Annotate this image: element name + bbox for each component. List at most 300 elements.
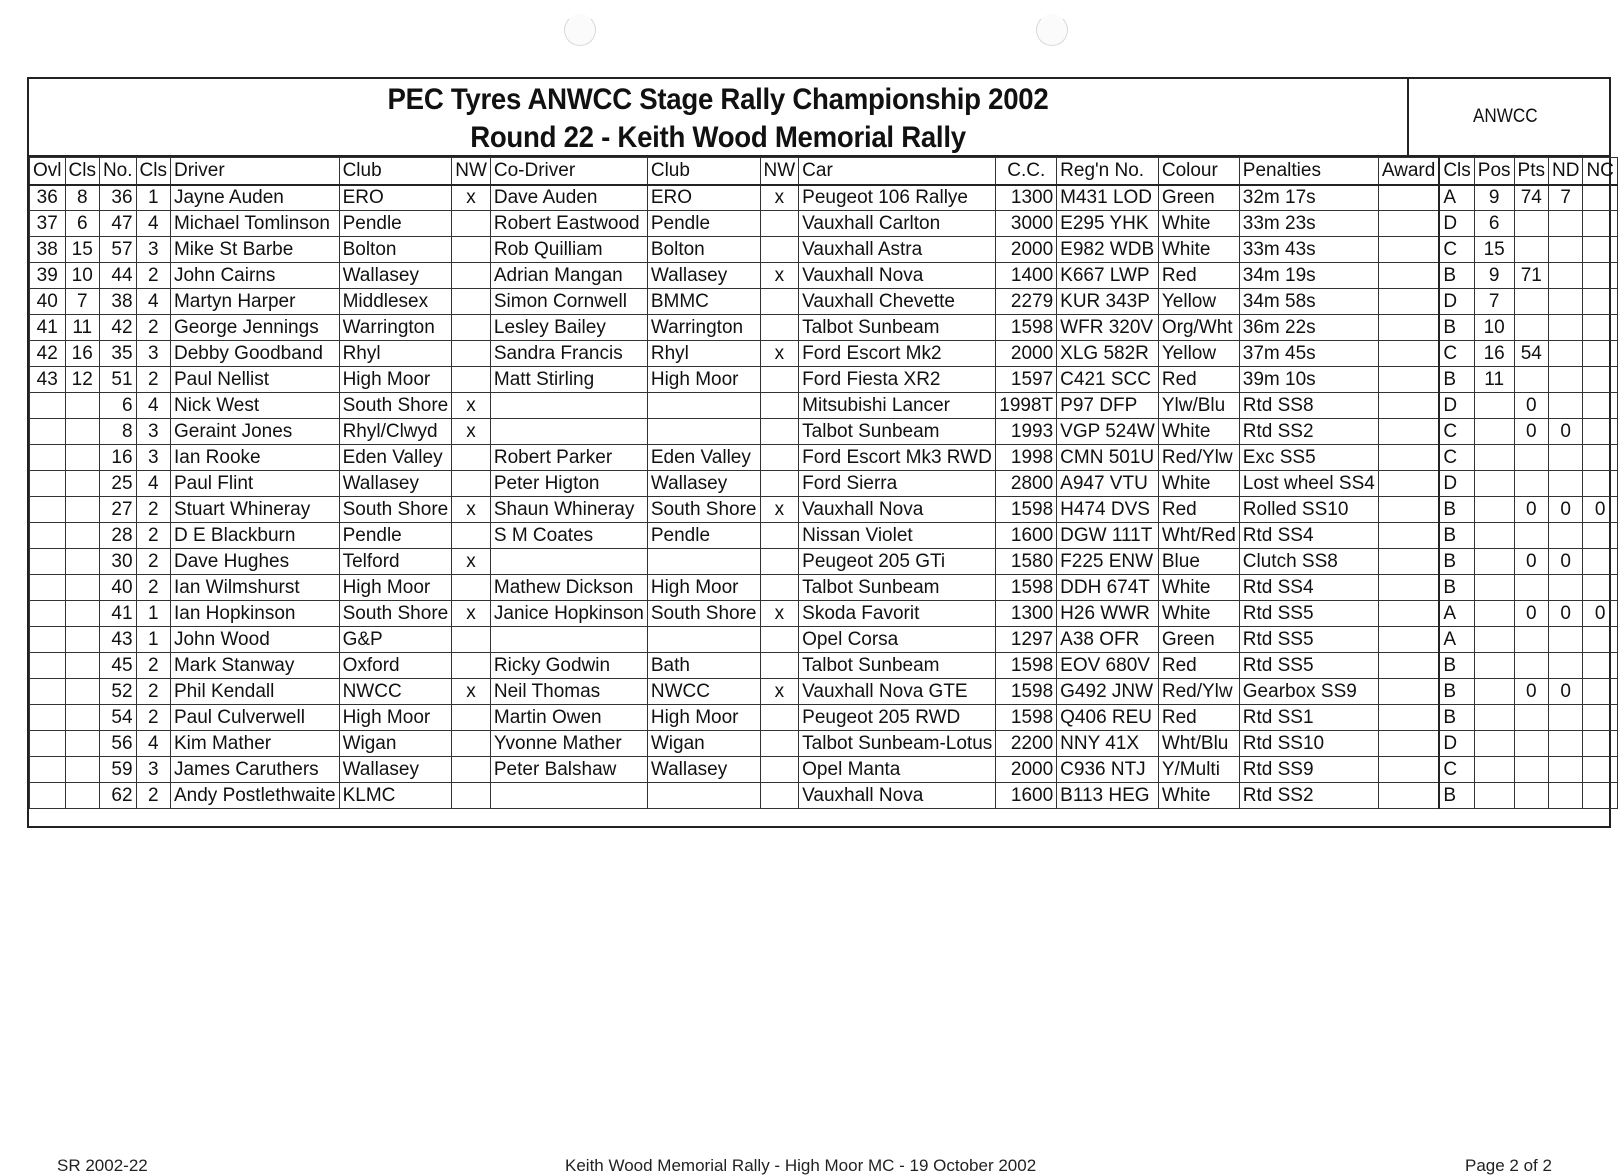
header-driver-club: Club [339,158,452,185]
cell-ovl: 39 [30,263,66,289]
anwcc-header [1409,79,1609,157]
cell-ovl [30,653,66,679]
header-car-no: No. [99,158,136,185]
cell-penalties: Rtd SS2 [1239,419,1378,445]
cell-award [1378,601,1439,627]
cell-anwcc-nd [1548,289,1582,315]
cell-anwcc-pos [1474,783,1514,809]
cell-ovl-cls [65,601,99,627]
cell-car-no: 42 [99,315,136,341]
cell-award [1378,341,1439,367]
cell-anwcc-nc [1583,263,1617,289]
cell-ovl-cls [65,653,99,679]
cell-anwcc-nd [1548,653,1582,679]
cell-award [1378,705,1439,731]
cell-reg-no: KUR 343P [1057,289,1159,315]
cell-driver-club: Bolton [339,237,452,263]
cell-anwcc-nd [1548,315,1582,341]
table-row [30,367,1618,393]
title-box [29,79,1409,157]
cell-ovl [30,679,66,705]
cell-car-no: 40 [99,575,136,601]
title-line-1: PEC Tyres ANWCC Stage Rally Championship 2002 [387,83,1049,116]
cell-driver-club: Eden Valley [339,445,452,471]
cell-reg-no: M431 LOD [1057,185,1159,211]
cell-anwcc-pts [1514,627,1548,653]
cell-driver-club: High Moor [339,367,452,393]
cell-car-no: 16 [99,445,136,471]
cell-ovl: 43 [30,367,66,393]
cell-colour: Red [1158,705,1239,731]
cell-anwcc-nc [1583,393,1617,419]
cell-anwcc-pos: 9 [1474,185,1514,211]
cell-car: Vauxhall Nova [799,497,996,523]
cell-award [1378,471,1439,497]
cell-anwcc-nc [1583,471,1617,497]
cell-anwcc-pos [1474,757,1514,783]
cell-driver-nw: x [452,679,491,705]
cell-class: 2 [136,575,170,601]
cell-anwcc-cls: B [1439,497,1474,523]
cell-cc: 1598 [996,497,1057,523]
cell-car-no: 25 [99,471,136,497]
cell-car-no: 62 [99,783,136,809]
cell-driver: Phil Kendall [170,679,339,705]
footer-center: Keith Wood Memorial Rally - High Moor MC - 19 October 2002 [565,1156,1037,1175]
cell-cc: 1598 [996,315,1057,341]
cell-ovl [30,471,66,497]
cell-driver-nw [452,237,491,263]
table-row [30,497,1618,523]
cell-penalties: Rtd SS8 [1239,393,1378,419]
cell-class: 2 [136,523,170,549]
cell-ovl: 36 [30,185,66,211]
cell-driver-club: Wigan [339,731,452,757]
table-row [30,601,1618,627]
cell-anwcc-nd: 0 [1548,497,1582,523]
header-co-driver: Co-Driver [490,158,647,185]
cell-award [1378,653,1439,679]
cell-ovl-cls [65,731,99,757]
cell-car-no: 27 [99,497,136,523]
cell-anwcc-pts: 0 [1514,601,1548,627]
cell-anwcc-cls: B [1439,263,1474,289]
cell-driver-club: G&P [339,627,452,653]
cell-co-driver-club: High Moor [647,367,760,393]
cell-car: Talbot Sunbeam [799,575,996,601]
cell-co-driver: Dave Auden [490,185,647,211]
cell-ovl [30,783,66,809]
cell-anwcc-cls: C [1439,419,1474,445]
cell-award [1378,289,1439,315]
cell-car-no: 44 [99,263,136,289]
cell-penalties: Exc SS5 [1239,445,1378,471]
cell-reg-no: Q406 REU [1057,705,1159,731]
cell-reg-no: C936 NTJ [1057,757,1159,783]
cell-ovl [30,731,66,757]
cell-cc: 2279 [996,289,1057,315]
cell-reg-no: H474 DVS [1057,497,1159,523]
cell-colour: Red/Ylw [1158,445,1239,471]
cell-co-driver [490,627,647,653]
cell-ovl-cls: 11 [65,315,99,341]
cell-driver-nw [452,211,491,237]
cell-reg-no: EOV 680V [1057,653,1159,679]
cell-anwcc-pos [1474,497,1514,523]
table-row [30,783,1618,809]
cell-anwcc-nc [1583,627,1617,653]
cell-reg-no: C421 SCC [1057,367,1159,393]
cell-car: Vauxhall Nova GTE [799,679,996,705]
cell-driver-nw [452,523,491,549]
cell-ovl-cls [65,419,99,445]
cell-ovl-cls: 7 [65,289,99,315]
cell-reg-no: NNY 41X [1057,731,1159,757]
cell-colour: Red [1158,497,1239,523]
cell-anwcc-pts [1514,705,1548,731]
cell-co-driver-nw [760,549,799,575]
cell-driver-club: KLMC [339,783,452,809]
cell-class: 1 [136,185,170,211]
cell-penalties: Rtd SS2 [1239,783,1378,809]
cell-ovl [30,575,66,601]
table-row [30,237,1618,263]
cell-ovl-cls: 16 [65,341,99,367]
cell-driver: John Cairns [170,263,339,289]
cell-driver-nw [452,731,491,757]
cell-award [1378,393,1439,419]
cell-cc: 1598 [996,679,1057,705]
cell-ovl-cls [65,523,99,549]
cell-anwcc-pos [1474,445,1514,471]
footer-right: Page 2 of 2 [1465,1156,1552,1175]
cell-anwcc-nd [1548,471,1582,497]
cell-car: Ford Sierra [799,471,996,497]
cell-colour: Green [1158,185,1239,211]
cell-cc: 2200 [996,731,1057,757]
cell-driver-nw [452,289,491,315]
cell-co-driver-club: South Shore [647,601,760,627]
cell-class: 2 [136,705,170,731]
cell-anwcc-pos [1474,705,1514,731]
cell-co-driver: Ricky Godwin [490,653,647,679]
cell-driver-club: Pendle [339,523,452,549]
cell-penalties: Rtd SS10 [1239,731,1378,757]
table-row [30,523,1618,549]
cell-anwcc-pts: 74 [1514,185,1548,211]
cell-driver-nw: x [452,185,491,211]
cell-colour: Blue [1158,549,1239,575]
cell-colour: Yellow [1158,289,1239,315]
cell-co-driver: Simon Cornwell [490,289,647,315]
header-co-driver-nw: NW [760,158,799,185]
cell-class: 4 [136,471,170,497]
cell-ovl: 37 [30,211,66,237]
cell-ovl-cls [65,497,99,523]
cell-anwcc-nc [1583,575,1617,601]
cell-class: 4 [136,393,170,419]
results-sheet [27,77,1614,828]
cell-cc: 2000 [996,757,1057,783]
cell-driver: Nick West [170,393,339,419]
cell-cc: 1598 [996,653,1057,679]
cell-reg-no: E295 YHK [1057,211,1159,237]
cell-colour: Red [1158,367,1239,393]
cell-anwcc-pos [1474,575,1514,601]
cell-driver-nw [452,627,491,653]
cell-penalties: Lost wheel SS4 [1239,471,1378,497]
cell-co-driver [490,783,647,809]
cell-anwcc-pts [1514,289,1548,315]
punch-hole-right [1036,14,1068,46]
cell-ovl [30,549,66,575]
cell-co-driver-club: Pendle [647,523,760,549]
header-class: Cls [136,158,170,185]
cell-ovl-cls [65,445,99,471]
cell-anwcc-nd [1548,575,1582,601]
cell-driver: Ian Rooke [170,445,339,471]
header-anwcc-pos: Pos [1474,158,1514,185]
cell-award [1378,237,1439,263]
cell-driver: Ian Hopkinson [170,601,339,627]
cell-reg-no: G492 JNW [1057,679,1159,705]
cell-anwcc-pos [1474,471,1514,497]
cell-cc: 1993 [996,419,1057,445]
cell-anwcc-nd [1548,237,1582,263]
cell-anwcc-cls: C [1439,757,1474,783]
cell-co-driver-nw [760,523,799,549]
cell-driver: Stuart Whineray [170,497,339,523]
cell-co-driver-nw [760,445,799,471]
cell-driver-nw: x [452,549,491,575]
cell-car: Talbot Sunbeam [799,653,996,679]
cell-co-driver: Rob Quilliam [490,237,647,263]
cell-anwcc-nc [1583,289,1617,315]
cell-anwcc-nc [1583,341,1617,367]
cell-anwcc-nc: 0 [1583,497,1617,523]
cell-car: Peugeot 106 Rallye [799,185,996,211]
cell-car: Vauxhall Nova [799,263,996,289]
cell-anwcc-pts: 0 [1514,393,1548,419]
cell-award [1378,211,1439,237]
cell-anwcc-pts: 54 [1514,341,1548,367]
cell-anwcc-pts [1514,237,1548,263]
cell-anwcc-cls: B [1439,705,1474,731]
cell-ovl [30,419,66,445]
cell-co-driver-nw: x [760,601,799,627]
cell-driver-nw: x [452,393,491,419]
cell-ovl-cls [65,575,99,601]
cell-driver: Mike St Barbe [170,237,339,263]
cell-cc: 1597 [996,367,1057,393]
cell-colour: Ylw/Blu [1158,393,1239,419]
table-row [30,731,1618,757]
cell-class: 2 [136,367,170,393]
cell-cc: 1297 [996,627,1057,653]
cell-co-driver-club: BMMC [647,289,760,315]
cell-reg-no: CMN 501U [1057,445,1159,471]
cell-co-driver-nw [760,627,799,653]
cell-anwcc-cls: B [1439,575,1474,601]
cell-anwcc-nc [1583,523,1617,549]
cell-driver-club: Oxford [339,653,452,679]
cell-co-driver-club: Rhyl [647,341,760,367]
cell-cc: 1598 [996,575,1057,601]
cell-anwcc-cls: B [1439,679,1474,705]
cell-penalties: Gearbox SS9 [1239,679,1378,705]
cell-ovl-cls [65,549,99,575]
cell-car: Peugeot 205 GTi [799,549,996,575]
cell-anwcc-pts [1514,653,1548,679]
cell-car: Skoda Favorit [799,601,996,627]
cell-cc: 1600 [996,783,1057,809]
cell-co-driver-nw [760,757,799,783]
cell-driver: Mark Stanway [170,653,339,679]
cell-anwcc-nd: 0 [1548,549,1582,575]
cell-driver: Kim Mather [170,731,339,757]
cell-car-no: 38 [99,289,136,315]
cell-reg-no: P97 DFP [1057,393,1159,419]
table-row [30,757,1618,783]
cell-driver-club: South Shore [339,601,452,627]
cell-co-driver: Matt Stirling [490,367,647,393]
table-row [30,445,1618,471]
cell-award [1378,757,1439,783]
cell-class: 2 [136,679,170,705]
cell-driver-club: Telford [339,549,452,575]
header-driver-nw: NW [452,158,491,185]
header-anwcc-pts: Pts [1514,158,1548,185]
table-row [30,263,1618,289]
cell-anwcc-pos: 10 [1474,315,1514,341]
cell-penalties: 34m 58s [1239,289,1378,315]
cell-anwcc-nd [1548,445,1582,471]
cell-class: 1 [136,627,170,653]
cell-co-driver-club: Wigan [647,731,760,757]
header-anwcc-nc: NC [1583,158,1617,185]
cell-co-driver [490,549,647,575]
cell-driver-club: ERO [339,185,452,211]
cell-co-driver-club: ERO [647,185,760,211]
cell-driver: Ian Wilmshurst [170,575,339,601]
cell-penalties: 36m 22s [1239,315,1378,341]
cell-ovl [30,523,66,549]
cell-anwcc-cls: C [1439,237,1474,263]
cell-class: 2 [136,653,170,679]
cell-award [1378,549,1439,575]
cell-anwcc-pos [1474,549,1514,575]
cell-ovl-cls [65,757,99,783]
cell-co-driver-nw [760,289,799,315]
table-row [30,211,1618,237]
cell-co-driver-club: Wallasey [647,757,760,783]
cell-colour: Wht/Blu [1158,731,1239,757]
cell-co-driver-club: NWCC [647,679,760,705]
cell-anwcc-pos: 6 [1474,211,1514,237]
cell-car: Opel Corsa [799,627,996,653]
cell-driver-nw [452,445,491,471]
cell-co-driver: Sandra Francis [490,341,647,367]
cell-anwcc-pos [1474,679,1514,705]
cell-car: Vauxhall Chevette [799,289,996,315]
cell-anwcc-pos [1474,731,1514,757]
cell-co-driver-club: Pendle [647,211,760,237]
cell-ovl: 41 [30,315,66,341]
cell-ovl-cls [65,783,99,809]
cell-car: Opel Manta [799,757,996,783]
cell-class: 4 [136,211,170,237]
cell-co-driver-club [647,627,760,653]
cell-co-driver-club: Bolton [647,237,760,263]
cell-car: Ford Escort Mk2 [799,341,996,367]
cell-penalties: Rtd SS5 [1239,627,1378,653]
cell-driver: Paul Flint [170,471,339,497]
cell-reg-no: DDH 674T [1057,575,1159,601]
cell-driver: Geraint Jones [170,419,339,445]
cell-award [1378,263,1439,289]
cell-anwcc-nd [1548,211,1582,237]
cell-driver: Paul Nellist [170,367,339,393]
cell-ovl [30,705,66,731]
cell-reg-no: K667 LWP [1057,263,1159,289]
cell-anwcc-nc [1583,211,1617,237]
cell-anwcc-nd [1548,393,1582,419]
cell-car: Talbot Sunbeam [799,419,996,445]
cell-reg-no: E982 WDB [1057,237,1159,263]
cell-anwcc-nc [1583,419,1617,445]
cell-award [1378,783,1439,809]
cell-reg-no: B113 HEG [1057,783,1159,809]
table-row [30,549,1618,575]
cell-anwcc-pos [1474,419,1514,445]
cell-co-driver-club: High Moor [647,575,760,601]
cell-colour: White [1158,237,1239,263]
cell-anwcc-pts [1514,367,1548,393]
cell-anwcc-cls: C [1439,341,1474,367]
cell-cc: 2800 [996,471,1057,497]
cell-colour: White [1158,211,1239,237]
cell-ovl [30,445,66,471]
header-penalties: Penalties [1239,158,1378,185]
title-line-2: Round 22 - Keith Wood Memorial Rally [470,121,966,154]
cell-co-driver-club: Eden Valley [647,445,760,471]
header-co-driver-club: Club [647,158,760,185]
cell-car-no: 36 [99,185,136,211]
cell-co-driver-club: High Moor [647,705,760,731]
cell-driver-nw: x [452,419,491,445]
cell-co-driver-club: Wallasey [647,263,760,289]
cell-anwcc-cls: B [1439,523,1474,549]
cell-penalties: Rtd SS4 [1239,523,1378,549]
cell-ovl-cls [65,471,99,497]
cell-ovl: 40 [30,289,66,315]
cell-driver-club: Rhyl/Clwyd [339,419,452,445]
cell-co-driver-club [647,783,760,809]
cell-driver-club: High Moor [339,575,452,601]
cell-anwcc-pts: 0 [1514,679,1548,705]
cell-co-driver-nw [760,783,799,809]
cell-anwcc-cls: B [1439,315,1474,341]
cell-car-no: 56 [99,731,136,757]
cell-driver-club: South Shore [339,393,452,419]
cell-co-driver: Mathew Dickson [490,575,647,601]
cell-driver: George Jennings [170,315,339,341]
cell-driver: John Wood [170,627,339,653]
cell-class: 3 [136,341,170,367]
cell-anwcc-pts: 0 [1514,497,1548,523]
cell-co-driver-nw [760,471,799,497]
cell-class: 2 [136,315,170,341]
